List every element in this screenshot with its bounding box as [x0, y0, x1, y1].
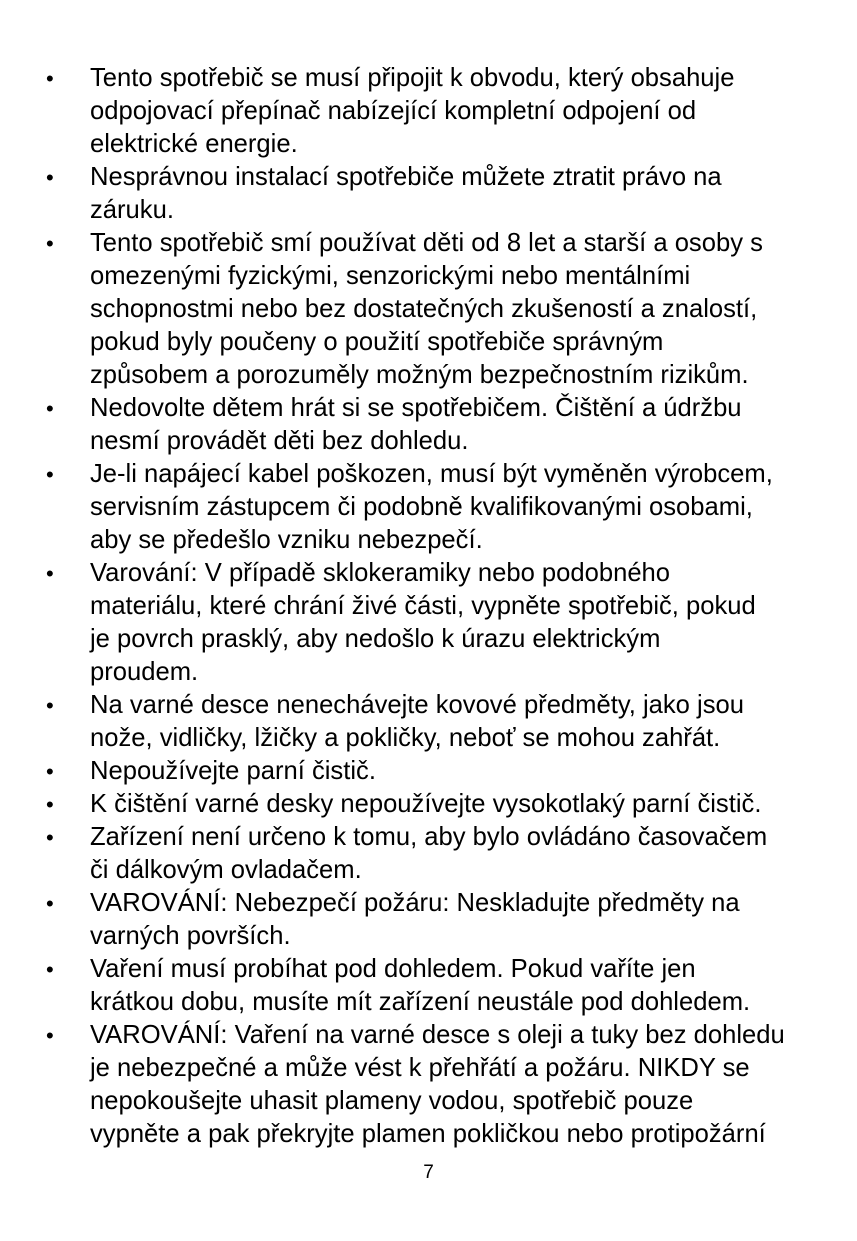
list-item-text-line: Tento spotřebič smí používat děti od 8 let a starší a osoby s [90, 229, 763, 257]
list-item-text-line: nesmí provádět děti bez dohledu. [90, 427, 469, 455]
list-item-text-line: schopnostmi nebo bez dostatečných zkušeností a znalostí, [90, 295, 758, 323]
list-item-text-line: či dálkovým ovladačem. [90, 856, 362, 884]
list-item-text-line: způsobem a porozuměly možným bezpečnostním rizikům. [90, 361, 749, 389]
bullet-icon: • [46, 396, 54, 421]
list-item-text-line: je povrch prasklý, aby nedošlo k úrazu elektrickým [90, 625, 661, 653]
safety-instructions-list [46, 62, 826, 1151]
list-item-text-line: nepokoušejte uhasit plameny vodou, spotřebič pouze [90, 1087, 694, 1115]
list-item-text-line: Zařízení není určeno k tomu, aby bylo ovládáno časovačem [90, 823, 768, 851]
bullet-icon: • [46, 825, 54, 850]
list-item-text-line: krátkou dobu, musíte mít zařízení neustále pod dohledem. [90, 988, 751, 1016]
list-item-text-line: Varování: V případě sklokeramiky nebo podobného [90, 559, 671, 587]
bullet-icon: • [46, 957, 54, 982]
list-item [46, 887, 826, 953]
list-item [46, 227, 826, 392]
list-item-text-line: Nepoužívejte parní čistič. [90, 757, 376, 785]
list-item [46, 821, 826, 887]
list-item [46, 458, 826, 557]
list-item [46, 161, 826, 227]
list-item [46, 953, 826, 1019]
list-item [46, 788, 826, 821]
list-item-text-line: Tento spotřebič se musí připojit k obvodu, který obsahuje [90, 64, 735, 92]
page-number: 7 [423, 1162, 434, 1183]
list-item-text-line: Nesprávnou instalací spotřebiče můžete ztratit právo na [90, 163, 722, 191]
list-item-text-line: Nedovolte dětem hrát si se spotřebičem. Čištění a údržbu [90, 394, 742, 422]
list-item-text-line: nože, vidličky, lžičky a pokličky, neboť se mohou zahřát. [90, 724, 721, 752]
list-item-text-line: odpojovací přepínač nabízející kompletní odpojení od [90, 97, 697, 125]
list-item-text-line: pokud byly poučeny o použití spotřebiče správným [90, 328, 664, 356]
bullet-icon: • [46, 891, 54, 916]
list-item-text-line: Vaření musí probíhat pod dohledem. Pokud vaříte jen [90, 955, 696, 983]
bullet-icon: • [46, 231, 54, 256]
list-item-text-line: omezenými fyzickými, senzorickými nebo mentálními [90, 262, 691, 290]
list-item-text-line: proudem. [90, 658, 199, 686]
list-item-text-line: materiálu, které chrání živé části, vypněte spotřebič, pokud [90, 592, 756, 620]
list-item-text-line: varných površích. [90, 922, 291, 950]
bullet-icon: • [46, 759, 54, 784]
list-item [46, 557, 826, 689]
list-item-text-line: elektrické energie. [90, 130, 298, 158]
list-item-text-line: K čištění varné desky nepoužívejte vysokotlaký parní čistič. [90, 790, 762, 818]
bullet-icon: • [46, 693, 54, 718]
list-item-text-line: Na varné desce nenechávejte kovové předměty, jako jsou [90, 691, 744, 719]
list-item-text-line: aby se předešlo vzniku nebezpečí. [90, 526, 483, 554]
list-item [46, 689, 826, 755]
list-item-text-line: VAROVÁNÍ: Vaření na varné desce s oleji a tuky bez dohledu [90, 1021, 785, 1049]
bullet-icon: • [46, 1023, 54, 1048]
list-item [46, 755, 826, 788]
list-item [46, 62, 826, 161]
bullet-icon: • [46, 792, 54, 817]
list-item-text-line: VAROVÁNÍ: Nebezpečí požáru: Neskladujte předměty na [90, 889, 740, 917]
list-item-text-line: Je-li napájecí kabel poškozen, musí být vyměněn výrobcem, [90, 460, 773, 488]
bullet-icon: • [46, 462, 54, 487]
bullet-icon: • [46, 66, 54, 91]
bullet-icon: • [46, 561, 54, 586]
list-item-text-line: servisním zástupcem či podobně kvalifikovanými osobami, [90, 493, 753, 521]
bullet-icon: • [46, 165, 54, 190]
list-item-text-line: vypněte a pak překryjte plamen pokličkou nebo protipožární [90, 1120, 766, 1148]
list-item-text-line: záruku. [90, 196, 174, 224]
list-item [46, 392, 826, 458]
list-item [46, 1019, 826, 1151]
list-item-text-line: je nebezpečné a může vést k přehřátí a požáru. NIKDY se [90, 1054, 750, 1082]
